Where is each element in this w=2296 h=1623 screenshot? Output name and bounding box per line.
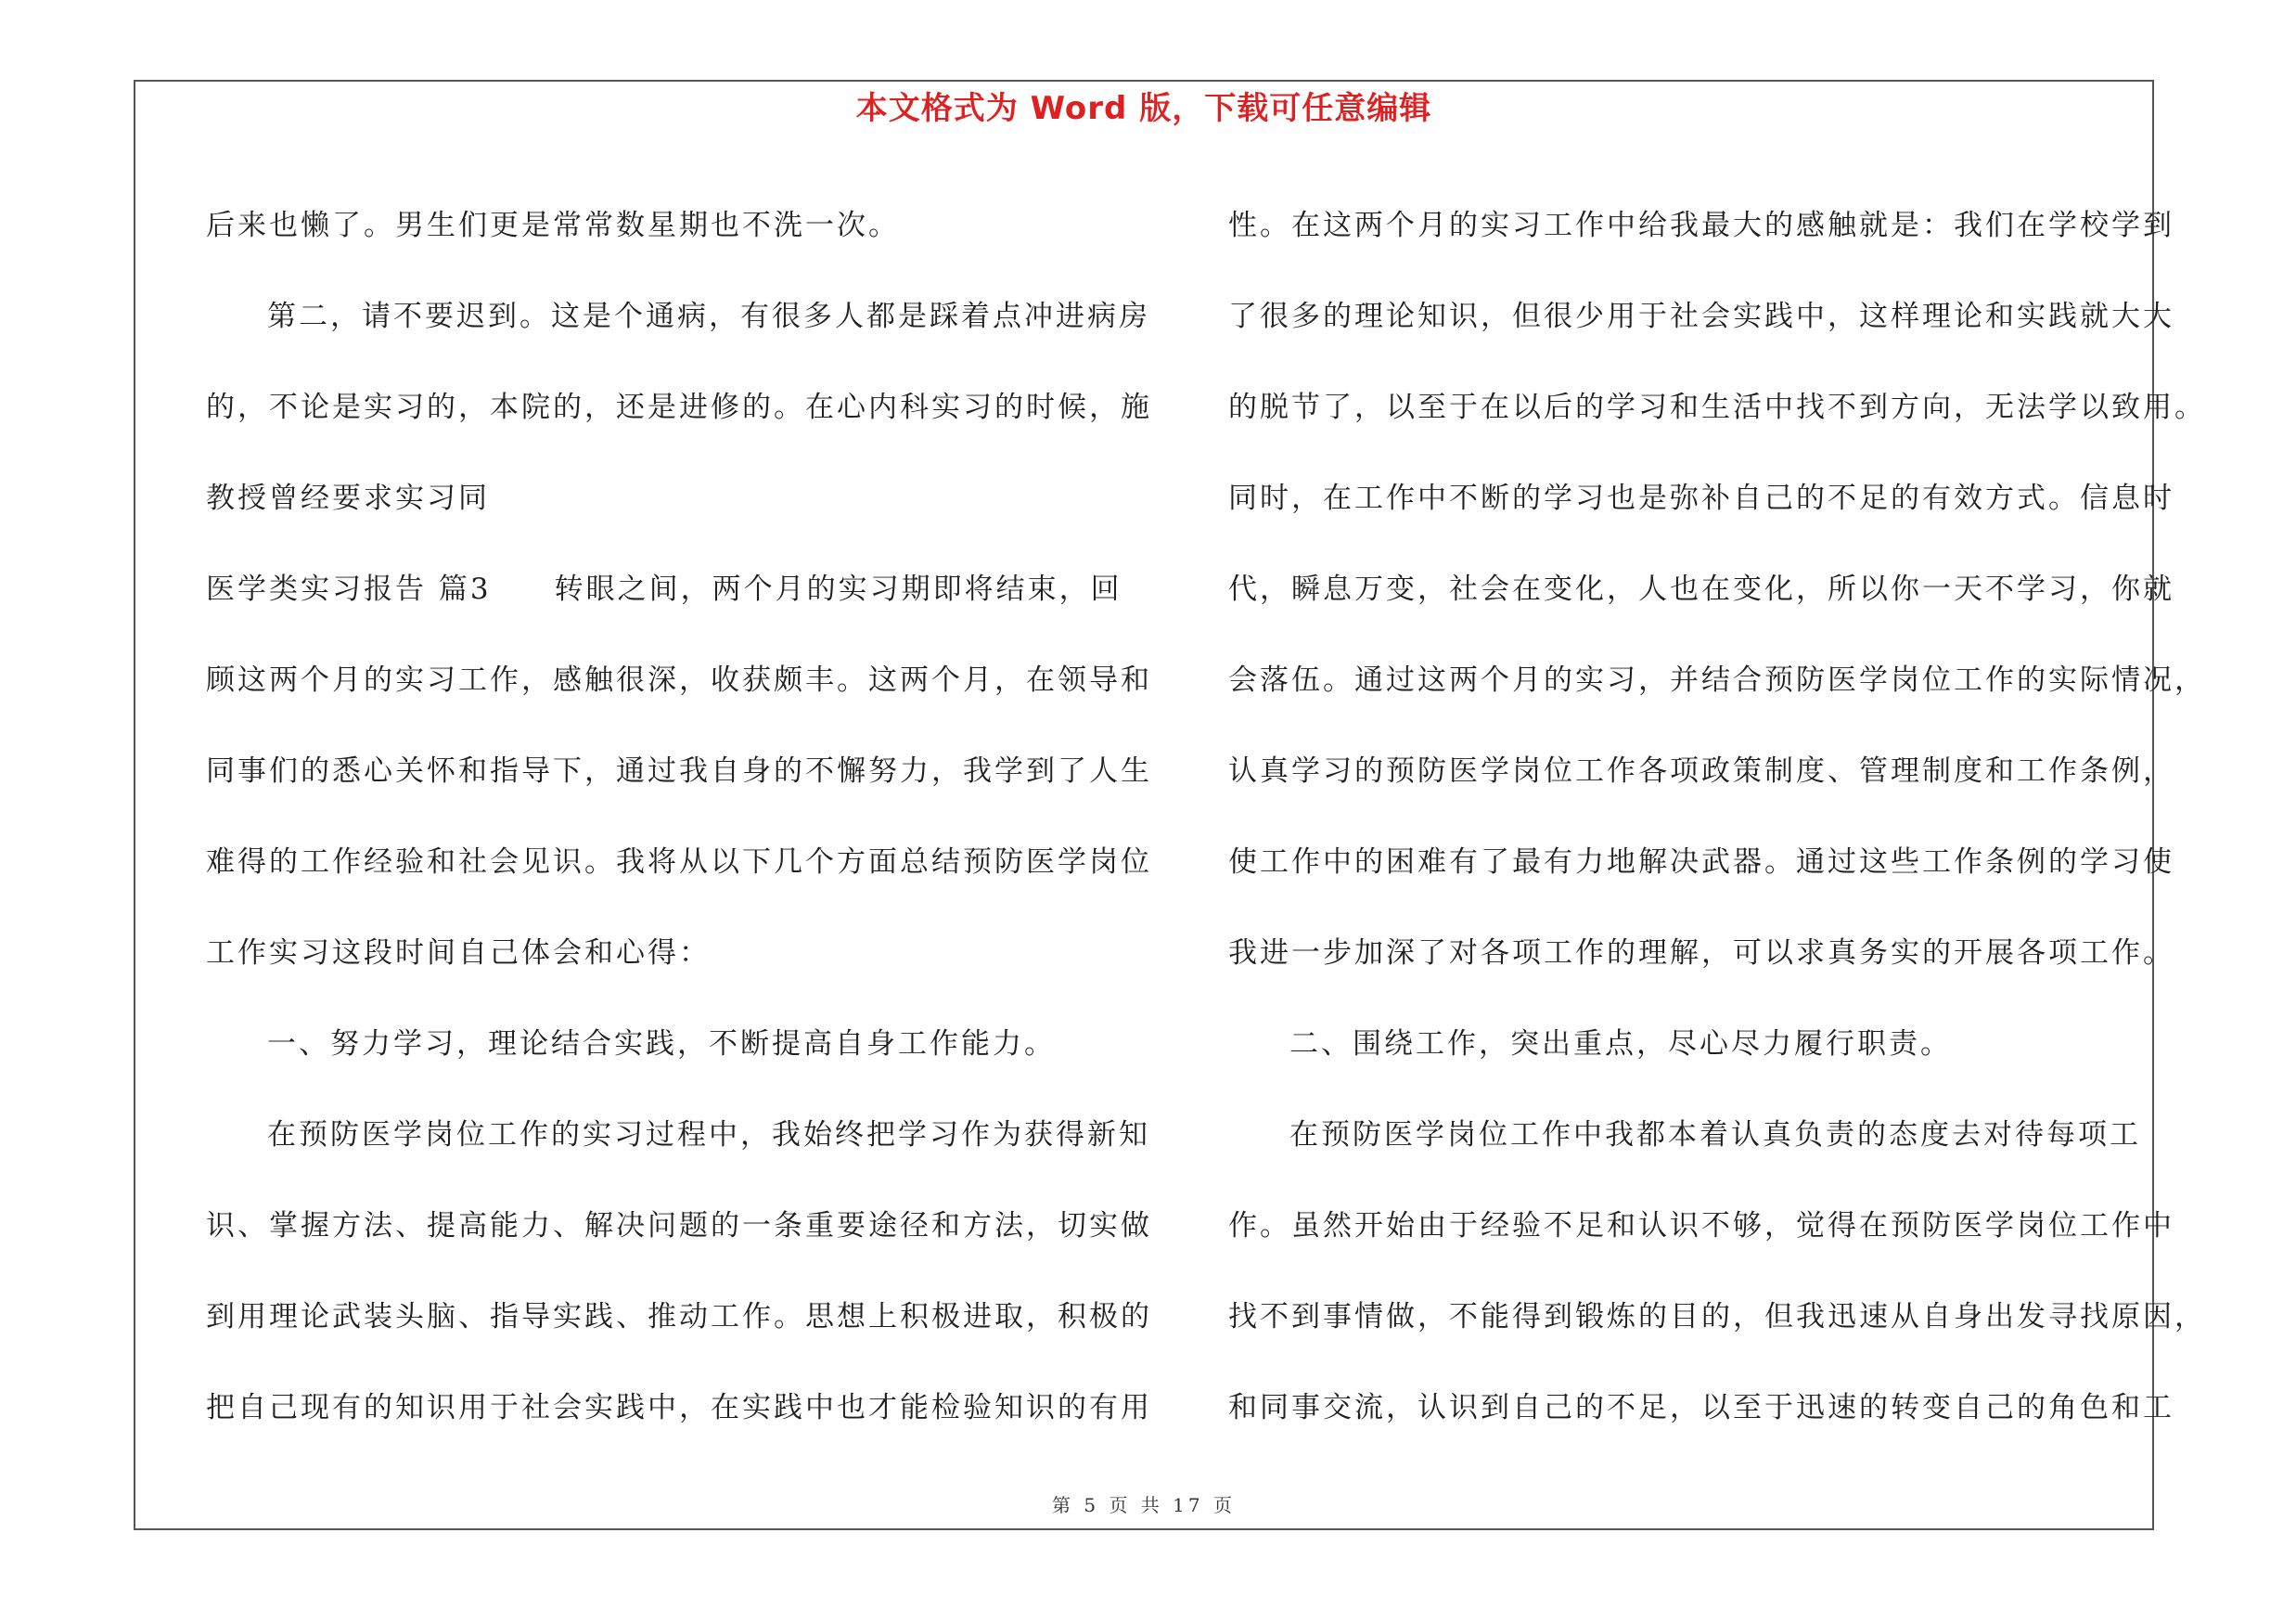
text-line: 作。虽然开始由于经验不足和认识不够，觉得在预防医学岗位工作中: [1228, 1209, 2174, 1243]
text-line: 了很多的理论知识，但很少用于社会实践中，这样理论和实践就大大: [1228, 300, 2174, 333]
text-line: 二、围绕工作，突出重点，尽心尽力履行职责。: [1289, 1027, 1952, 1061]
text-line: 使工作中的困难有了最有力地解决武器。通过这些工作条例的学习使: [1228, 845, 2174, 879]
text-line: 第二，请不要迟到。这是个通病，有很多人都是踩着点冲进病房: [267, 300, 1150, 333]
text-line: 后来也懒了。男生们更是常常数星期也不洗一次。: [206, 209, 900, 242]
format-notice-banner: 本文格式为 Word 版，下载可任意编辑: [855, 90, 1432, 127]
text-line: 的，不论是实习的，本院的，还是进修的。在心内科实习的时候，施: [206, 391, 1152, 424]
text-line: 到用理论武装头脑、指导实践、推动工作。思想上积极进取，积极的: [206, 1300, 1152, 1333]
text-line: 把自己现有的知识用于社会实践中，在实践中也才能检验知识的有用: [206, 1391, 1152, 1424]
text-line: 教授曾经要求实习同: [206, 482, 490, 515]
text-line: 性。在这两个月的实习工作中给我最大的感触就是：我们在学校学到: [1228, 209, 2174, 242]
page-number-footer: 第 5 页 共 17 页: [1052, 1494, 1236, 1516]
text-line: 认真学习的预防医学岗位工作各项政策制度、管理制度和工作条例，: [1228, 754, 2174, 788]
text-line: 同事们的悉心关怀和指导下，通过我自身的不懈努力，我学到了人生: [206, 754, 1152, 788]
text-line: 我进一步加深了对各项工作的理解，可以求真务实的开展各项工作。: [1228, 936, 2174, 970]
text-line: 顾这两个月的实习工作，感触很深，收获颇丰。这两个月，在领导和: [206, 663, 1152, 697]
text-line: 的脱节了，以至于在以后的学习和生活中找不到方向，无法学以致用。: [1228, 391, 2206, 424]
right-text-column: [1228, 180, 2206, 1453]
text-line: 难得的工作经验和社会见识。我将从以下几个方面总结预防医学岗位: [206, 845, 1152, 879]
left-text-column: [206, 180, 1152, 1453]
text-line: 在预防医学岗位工作中我都本着认真负责的态度去对待每项工: [1289, 1118, 2141, 1152]
text-line: 会落伍。通过这两个月的实习，并结合预防医学岗位工作的实际情况，: [1228, 663, 2206, 697]
text-line: 同时，在工作中不断的学习也是弥补自己的不足的有效方式。信息时: [1228, 482, 2174, 515]
text-line: 找不到事情做，不能得到锻炼的目的，但我迅速从自身出发寻找原因，: [1228, 1300, 2206, 1333]
text-line: 识、掌握方法、提高能力、解决问题的一条重要途径和方法，切实做: [206, 1209, 1152, 1243]
text-line: 一、努力学习，理论结合实践，不断提高自身工作能力。: [267, 1027, 1056, 1061]
text-line: 和同事交流，认识到自己的不足，以至于迅速的转变自己的角色和工: [1228, 1391, 2174, 1424]
text-line: 医学类实习报告 篇3 转眼之间，两个月的实习期即将结束，回: [206, 573, 1122, 606]
text-line: 工作实习这段时间自己体会和心得：: [206, 936, 711, 970]
text-line: 代，瞬息万变，社会在变化，人也在变化，所以你一天不学习，你就: [1228, 573, 2174, 606]
text-line: 在预防医学岗位工作的实习过程中，我始终把学习作为获得新知: [267, 1118, 1150, 1152]
